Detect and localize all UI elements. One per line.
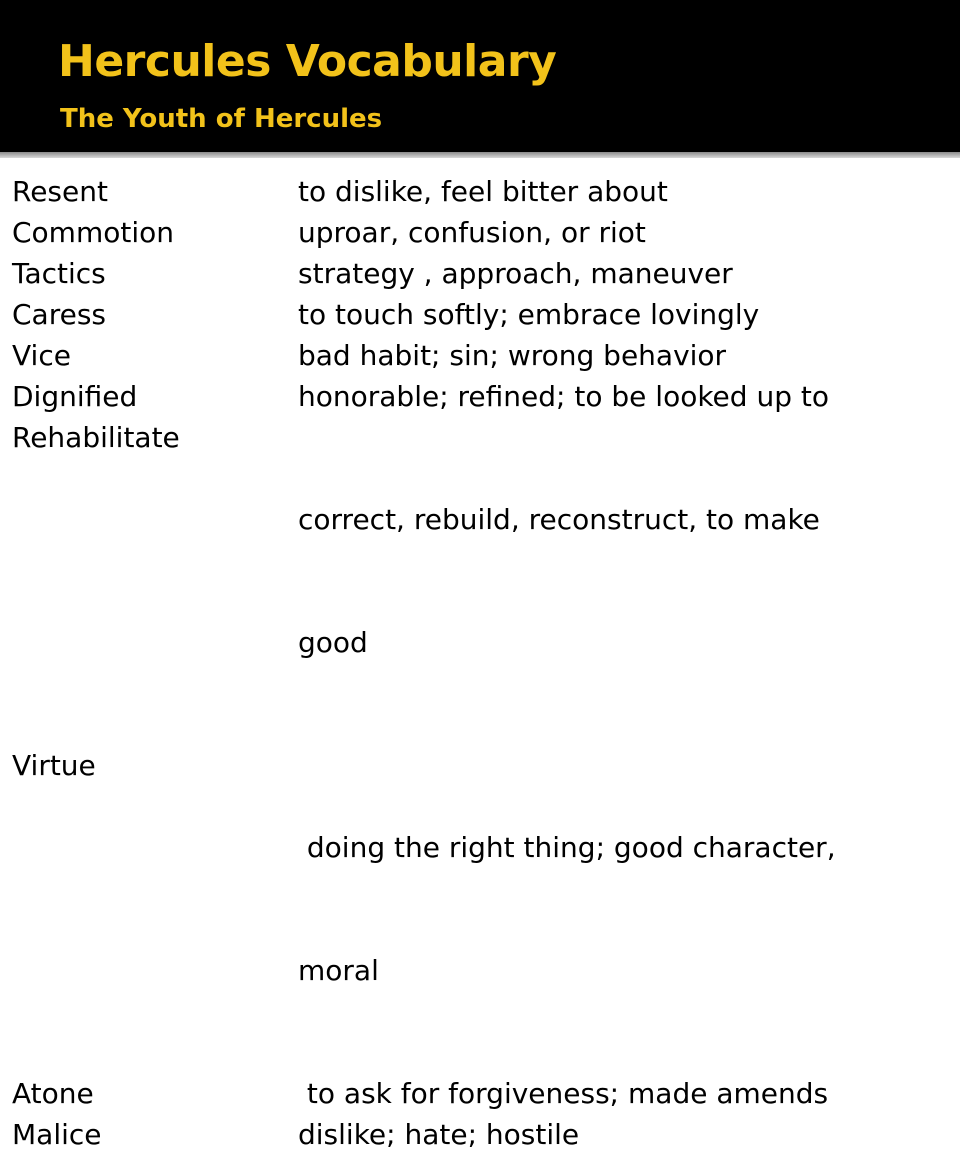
vocab-row-caress (12, 294, 952, 335)
vocab-term: Virtue (12, 749, 96, 782)
vocab-row-commotion (12, 212, 952, 253)
vocab-definition (298, 417, 952, 745)
vocab-definition (298, 1114, 952, 1155)
vocab-row-malice (12, 1114, 952, 1155)
vocab-row-resent (12, 171, 952, 212)
vocab-definition-line: good (298, 626, 368, 659)
vocab-definition-line: doing the right thing; good character, (298, 831, 836, 864)
vocab-term: Commotion (12, 216, 174, 249)
vocab-definition-line: to dislike, feel bitter about (298, 175, 668, 208)
vocab-definition (298, 376, 952, 417)
vocab-definition-line: to ask for forgiveness; made amends (298, 1077, 829, 1110)
vocab-definition (298, 294, 952, 335)
vocab-term: Vice (12, 339, 71, 372)
vocab-row-rehabilitate (12, 417, 952, 745)
vocab-definition-line: to touch softly; embrace lovingly (298, 298, 760, 331)
vocab-definition (298, 212, 952, 253)
vocab-definition-line: bad habit; sin; wrong behavior (298, 339, 727, 372)
vocab-row-atone (12, 1073, 952, 1114)
vocab-term: Atone (12, 1077, 94, 1110)
vocabulary-list (12, 171, 952, 1155)
slide-title: Hercules Vocabulary (58, 36, 557, 87)
vocab-term: Rehabilitate (12, 421, 180, 454)
vocab-definition (298, 253, 952, 294)
vocab-row-virtue (12, 745, 952, 1073)
vocab-definition-line: correct, rebuild, reconstruct, to make (298, 503, 820, 536)
vocab-row-tactics (12, 253, 952, 294)
vocab-term: Tactics (12, 257, 106, 290)
vocab-definition (298, 171, 952, 212)
vocab-row-vice (12, 335, 952, 376)
vocab-definition-line: dislike; hate; hostile (298, 1118, 580, 1151)
vocab-term: Caress (12, 298, 107, 331)
vocab-definition-line: moral (298, 954, 379, 987)
vocab-definition (298, 335, 952, 376)
banner-divider (0, 152, 960, 158)
vocab-definition (298, 745, 952, 1073)
vocab-term: Dignified (12, 380, 138, 413)
slide-subtitle: The Youth of Hercules (60, 104, 383, 134)
vocab-definition-line: uproar, confusion, or riot (298, 216, 646, 249)
vocab-row-dignified (12, 376, 952, 417)
vocab-term: Resent (12, 175, 108, 208)
title-banner (0, 0, 960, 152)
vocab-term: Malice (12, 1118, 102, 1151)
vocab-definition-line: strategy , approach, maneuver (298, 257, 733, 290)
vocab-definition (298, 1073, 952, 1114)
vocab-definition-line: honorable; refined; to be looked up to (298, 380, 829, 413)
